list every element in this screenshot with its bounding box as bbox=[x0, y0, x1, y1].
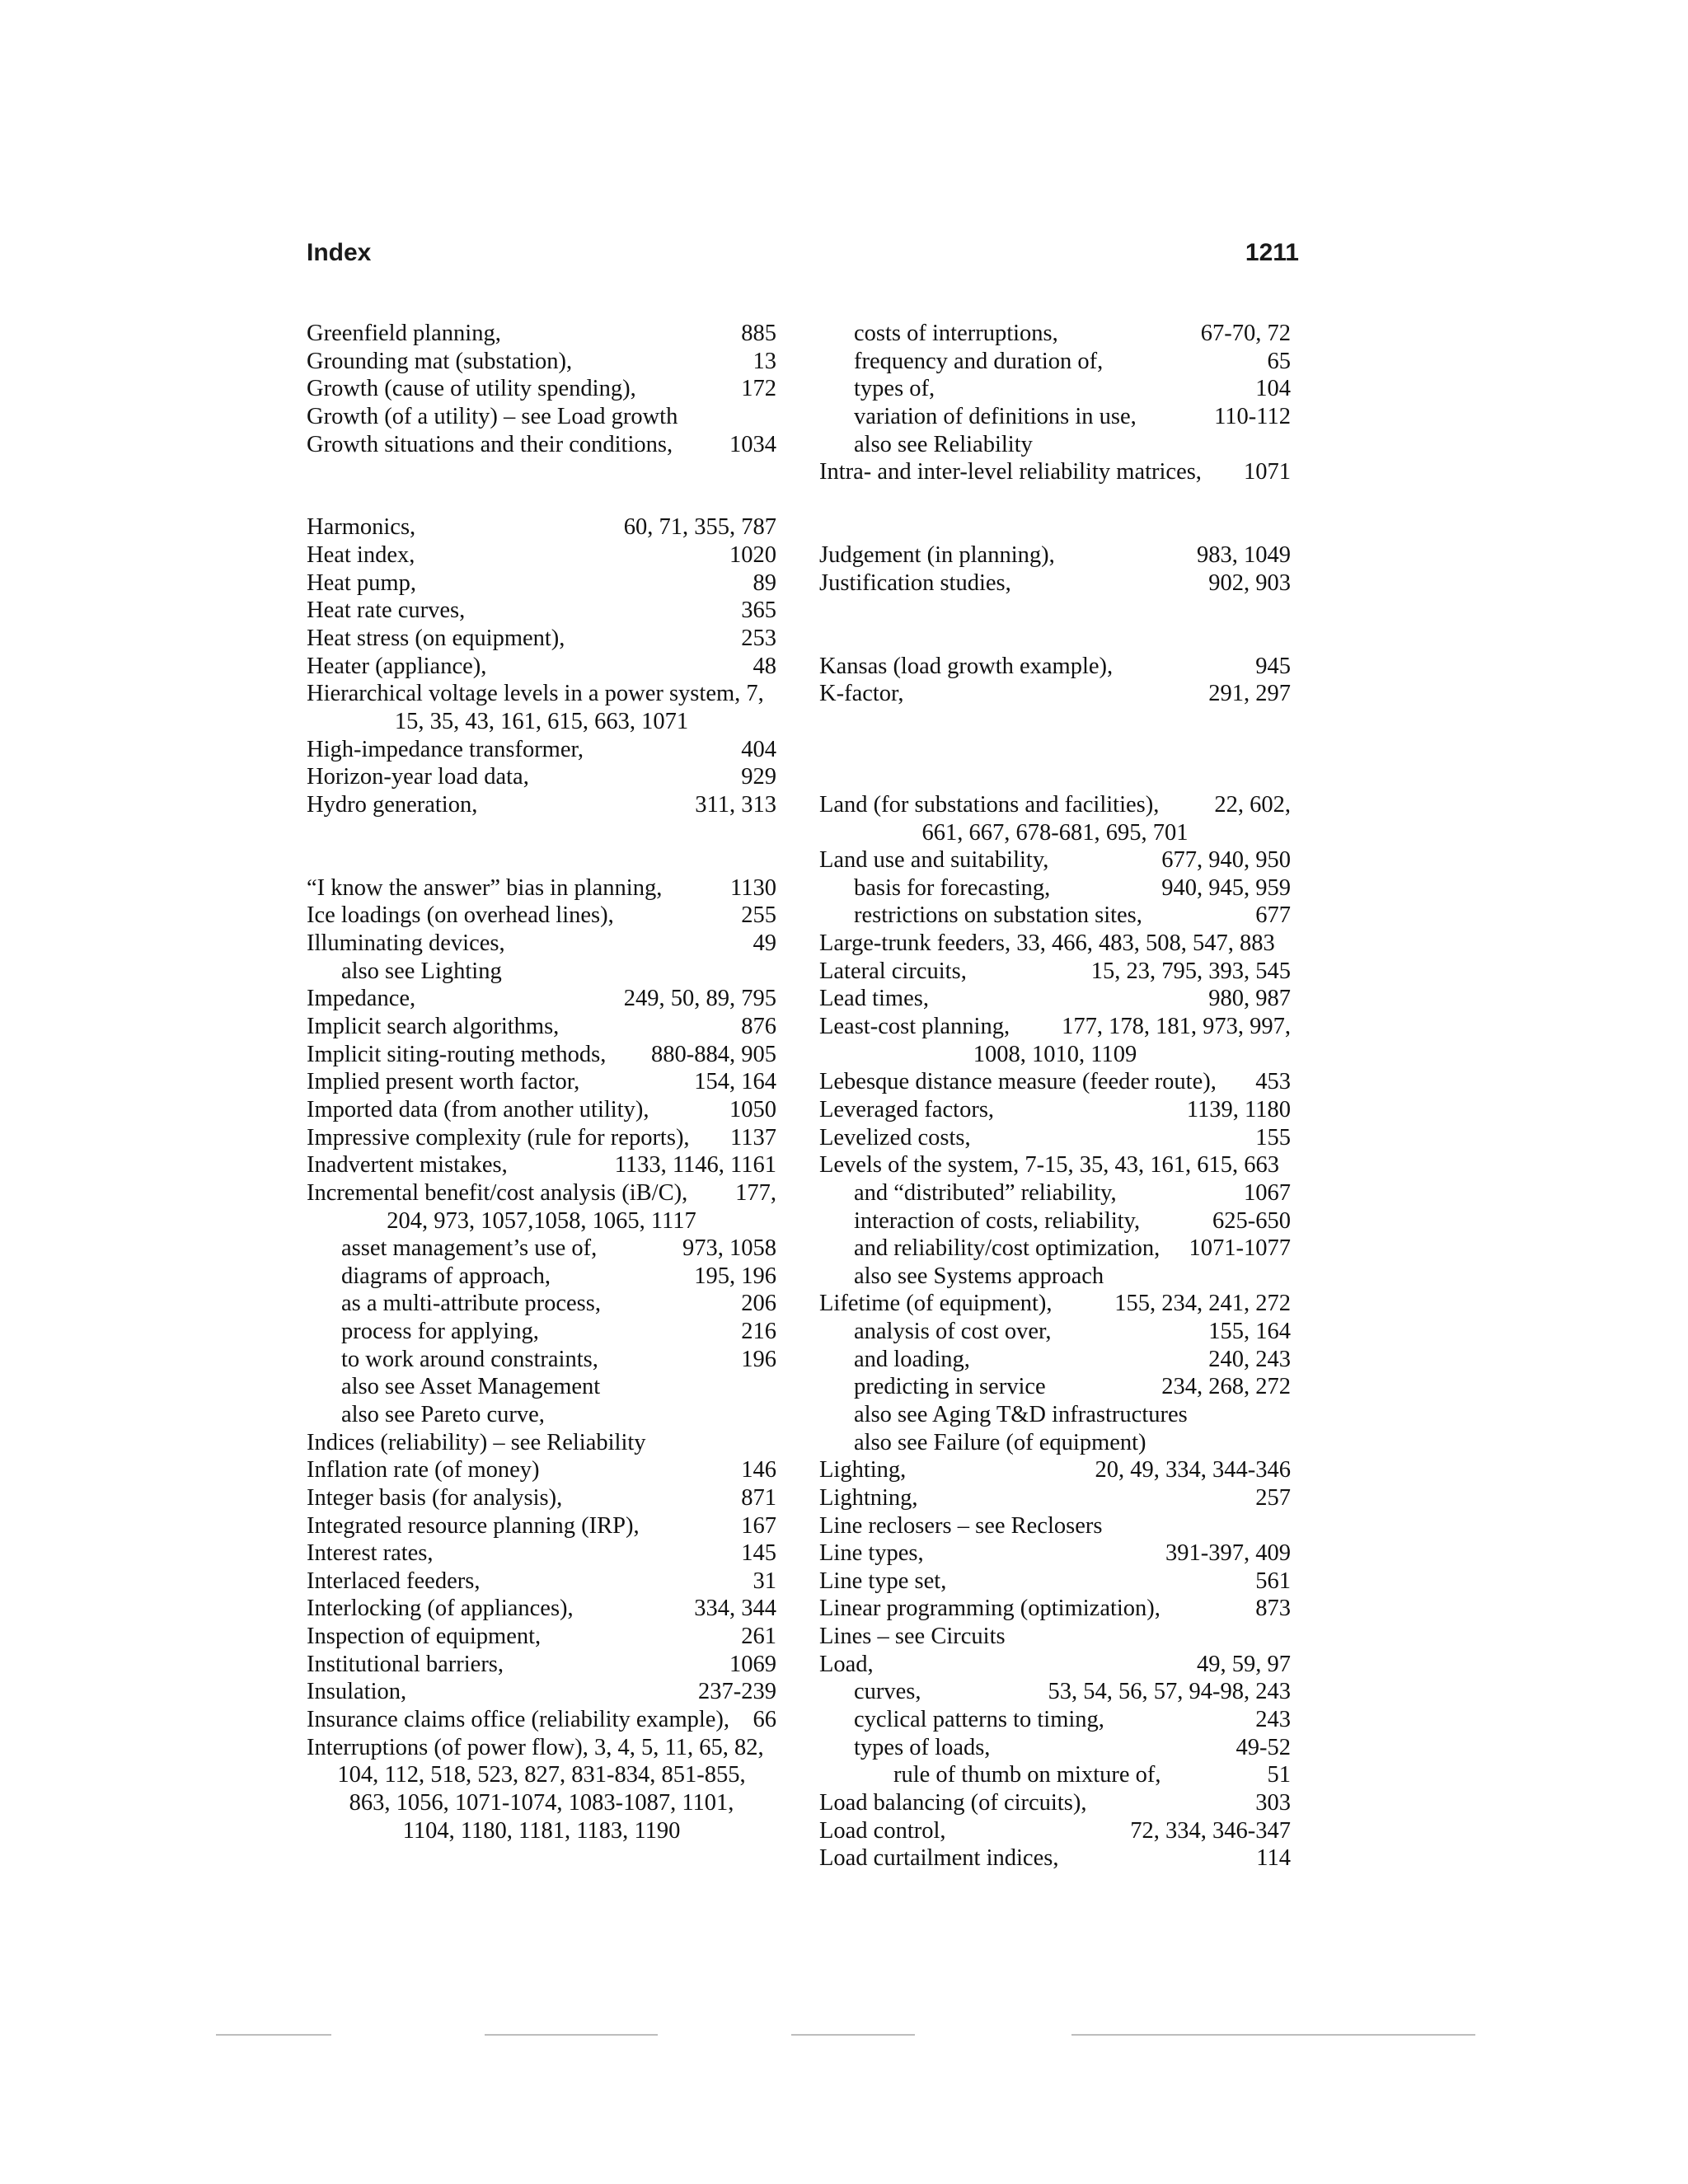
index-page-refs: 53, 54, 56, 57, 94-98, 243 bbox=[1048, 1679, 1291, 1705]
index-entry bbox=[307, 1041, 776, 1069]
index-entry bbox=[819, 1540, 1291, 1568]
index-entry bbox=[307, 513, 776, 541]
index-page-refs: 404 bbox=[741, 736, 776, 762]
index-entry bbox=[307, 320, 776, 348]
index-entry bbox=[307, 1429, 776, 1457]
index-subentry bbox=[819, 403, 1291, 431]
index-page-refs: 880-884, 905 bbox=[651, 1041, 776, 1067]
index-entry bbox=[307, 1568, 776, 1596]
index-entry bbox=[819, 569, 1291, 598]
index-entry bbox=[819, 1789, 1291, 1817]
index-continuation-line bbox=[307, 1789, 776, 1817]
index-page-refs: 243 bbox=[1255, 1707, 1291, 1733]
index-page-refs: 65 bbox=[1267, 348, 1291, 374]
index-page-refs: 253 bbox=[741, 626, 776, 652]
index-term: Illuminating devices, bbox=[307, 930, 505, 957]
index-page-refs: 677 bbox=[1255, 902, 1291, 929]
index-entry bbox=[307, 597, 776, 625]
index-page-refs: 22, 602, bbox=[1214, 791, 1291, 818]
index-term: Leveraged factors, bbox=[819, 1096, 995, 1122]
index-term: as a multi-attribute process, bbox=[341, 1291, 601, 1317]
index-entry bbox=[307, 1068, 776, 1096]
index-term: Justification studies, bbox=[819, 569, 1011, 596]
scan-artifact-line bbox=[485, 2034, 658, 2036]
index-page-refs: 365 bbox=[741, 598, 776, 624]
index-entry bbox=[307, 375, 776, 403]
index-subentry bbox=[819, 375, 1291, 403]
index-page-refs: 1133, 1146, 1161 bbox=[614, 1152, 776, 1179]
index-entry bbox=[307, 1678, 776, 1706]
index-page-refs: 155 bbox=[1255, 1124, 1291, 1151]
index-entry bbox=[819, 1124, 1291, 1152]
index-term: Inadvertent mistakes, bbox=[307, 1152, 508, 1179]
index-subentry bbox=[819, 320, 1291, 348]
index-subentry bbox=[819, 1706, 1291, 1734]
index-entry bbox=[307, 1651, 776, 1679]
section-gap bbox=[819, 486, 1291, 514]
index-entry bbox=[307, 569, 776, 598]
index-page-refs: 195, 196 bbox=[694, 1263, 776, 1289]
scan-artifact-line bbox=[1071, 2034, 1475, 2036]
index-entry bbox=[819, 1151, 1291, 1179]
index-term: Implicit search algorithms, bbox=[307, 1014, 560, 1040]
index-term: Imported data (from another utility), bbox=[307, 1096, 649, 1122]
index-entry bbox=[819, 1512, 1291, 1540]
index-page-refs: 67-70, 72 bbox=[1200, 321, 1291, 346]
index-page-refs: 154, 164 bbox=[694, 1069, 776, 1095]
index-entry bbox=[307, 1456, 776, 1484]
index-column-left bbox=[307, 320, 776, 1844]
index-page-refs: 206 bbox=[741, 1291, 776, 1317]
index-entry bbox=[307, 1734, 776, 1762]
index-term: and reliability/cost optimization, bbox=[854, 1235, 1160, 1262]
index-term: costs of interruptions, bbox=[854, 321, 1058, 346]
index-entry bbox=[307, 1013, 776, 1041]
index-entry bbox=[819, 1484, 1291, 1512]
index-page-refs: 51 bbox=[1267, 1762, 1291, 1788]
index-subentry bbox=[819, 1263, 1291, 1291]
index-page-refs: 49 bbox=[753, 930, 776, 957]
index-page-refs: 257 bbox=[1255, 1484, 1291, 1511]
section-gap bbox=[819, 625, 1291, 653]
index-entry bbox=[819, 458, 1291, 486]
index-page-refs: 145 bbox=[741, 1540, 776, 1567]
index-term: Line type set, bbox=[819, 1568, 947, 1594]
index-page-refs: 453 bbox=[1255, 1069, 1291, 1095]
index-page-refs: 1034 bbox=[729, 431, 776, 457]
index-term: Institutional barriers, bbox=[307, 1651, 504, 1677]
section-gap bbox=[307, 819, 776, 847]
index-term: Line reclosers – see Reclosers bbox=[819, 1512, 1103, 1539]
index-page-refs: 334, 344 bbox=[694, 1596, 776, 1622]
index-page-refs: 391-397, 409 bbox=[1165, 1540, 1291, 1567]
index-term: Land (for substations and facilities), bbox=[819, 791, 1160, 818]
index-term: Lighting, bbox=[819, 1457, 907, 1483]
section-gap bbox=[307, 846, 776, 874]
index-entry bbox=[819, 1013, 1291, 1041]
index-page-refs: 1050 bbox=[729, 1096, 776, 1122]
index-term: K-factor, bbox=[819, 681, 904, 707]
index-page-refs: 31 bbox=[753, 1568, 776, 1594]
index-entry bbox=[307, 1096, 776, 1124]
index-subentry bbox=[819, 1373, 1291, 1401]
index-term: Load balancing (of circuits), bbox=[819, 1789, 1087, 1816]
index-term: Implied present worth factor, bbox=[307, 1069, 580, 1095]
index-entry bbox=[307, 1124, 776, 1152]
index-entry bbox=[307, 1179, 776, 1207]
index-entry bbox=[307, 874, 776, 902]
index-term: Intra- and inter-level reliability matrices, bbox=[819, 459, 1202, 485]
index-page-refs: 1069 bbox=[729, 1651, 776, 1677]
index-entry bbox=[307, 985, 776, 1013]
index-page-refs: 155, 164 bbox=[1208, 1319, 1291, 1345]
index-entry bbox=[307, 1512, 776, 1540]
index-page-refs: 1139, 1180 bbox=[1186, 1096, 1291, 1122]
index-page-refs: 104 bbox=[1255, 376, 1291, 402]
index-entry bbox=[819, 1068, 1291, 1096]
index-term: Least-cost planning, bbox=[819, 1014, 1010, 1040]
index-entry bbox=[819, 1096, 1291, 1124]
index-term: Interlocking (of appliances), bbox=[307, 1596, 574, 1622]
scan-artifact-line bbox=[791, 2034, 915, 2036]
index-term: Levels of the system, 7-15, 35, 43, 161, 615, 663 bbox=[819, 1152, 1280, 1179]
index-page-refs: 255 bbox=[741, 902, 776, 929]
index-term: process for applying, bbox=[341, 1319, 539, 1345]
index-page-refs: 677, 940, 950 bbox=[1161, 847, 1291, 874]
section-gap bbox=[819, 736, 1291, 764]
index-subentry bbox=[819, 348, 1291, 376]
index-term: Insulation, bbox=[307, 1679, 407, 1705]
index-entry bbox=[307, 653, 776, 681]
index-subentry bbox=[819, 1207, 1291, 1235]
index-term: also see Failure (of equipment) bbox=[854, 1429, 1146, 1455]
index-term: Impressive complexity (rule for reports), bbox=[307, 1124, 690, 1151]
index-subentry bbox=[307, 1401, 776, 1429]
index-term: Integer basis (for analysis), bbox=[307, 1484, 563, 1511]
index-page-refs: 945 bbox=[1255, 653, 1291, 679]
index-entry bbox=[307, 1595, 776, 1623]
index-entry bbox=[819, 680, 1291, 708]
index-continuation-line bbox=[819, 1041, 1291, 1069]
index-subentry bbox=[819, 1761, 1291, 1789]
index-page-refs: 980, 987 bbox=[1208, 986, 1291, 1012]
index-entry bbox=[307, 736, 776, 764]
index-continuation-line bbox=[819, 819, 1291, 847]
index-page-refs: 1137 bbox=[730, 1124, 776, 1151]
index-entry bbox=[819, 1290, 1291, 1318]
section-gap bbox=[819, 763, 1291, 791]
index-subentry bbox=[819, 1734, 1291, 1762]
index-term: also see Reliability bbox=[854, 431, 1033, 457]
index-entry bbox=[307, 1623, 776, 1651]
index-term: Lebesque distance measure (feeder route), bbox=[819, 1069, 1217, 1095]
index-page-refs: 49-52 bbox=[1236, 1734, 1291, 1760]
index-term: Interlaced feeders, bbox=[307, 1568, 481, 1594]
index-page-refs: 1130 bbox=[730, 874, 776, 901]
index-term: Heat pump, bbox=[307, 569, 416, 596]
index-term: 1008, 1010, 1109 bbox=[973, 1041, 1137, 1067]
index-page-refs: 249, 50, 89, 795 bbox=[623, 986, 776, 1012]
index-page-refs: 303 bbox=[1255, 1789, 1291, 1816]
index-subentry bbox=[819, 902, 1291, 930]
index-term: rule of thumb on mixture of, bbox=[893, 1762, 1161, 1788]
index-page-refs: 13 bbox=[753, 348, 776, 374]
index-term: cyclical patterns to timing, bbox=[854, 1707, 1104, 1733]
index-page-refs: 114 bbox=[1256, 1845, 1291, 1872]
index-term: Integrated resource planning (IRP), bbox=[307, 1512, 640, 1539]
index-term: Heat stress (on equipment), bbox=[307, 626, 565, 652]
index-page-refs: 873 bbox=[1255, 1596, 1291, 1622]
index-entry bbox=[819, 1844, 1291, 1872]
index-term: types of, bbox=[854, 376, 935, 402]
index-term: 15, 35, 43, 161, 615, 663, 1071 bbox=[394, 708, 689, 734]
index-entry bbox=[819, 653, 1291, 681]
index-page-refs: 1071 bbox=[1244, 459, 1291, 485]
index-entry bbox=[307, 1151, 776, 1179]
index-page-refs: 167 bbox=[741, 1512, 776, 1539]
index-subentry bbox=[307, 1318, 776, 1346]
index-page-refs: 172 bbox=[741, 376, 776, 402]
index-entry bbox=[307, 403, 776, 431]
section-gap bbox=[819, 513, 1291, 541]
index-page-refs: 885 bbox=[741, 321, 776, 346]
index-term: asset management’s use of, bbox=[341, 1235, 598, 1262]
index-entry bbox=[819, 791, 1291, 819]
index-term: analysis of cost over, bbox=[854, 1319, 1052, 1345]
page-number: 1211 bbox=[1245, 239, 1299, 266]
index-term: Lateral circuits, bbox=[819, 958, 967, 984]
index-entry bbox=[819, 1456, 1291, 1484]
index-continuation-line bbox=[307, 1761, 776, 1789]
index-term: types of loads, bbox=[854, 1734, 991, 1760]
index-term: Load, bbox=[819, 1651, 874, 1677]
index-term: also see Aging T&D infrastructures bbox=[854, 1401, 1188, 1427]
index-entry bbox=[819, 958, 1291, 986]
index-term: also see Systems approach bbox=[854, 1263, 1104, 1289]
index-term: “I know the answer” bias in planning, bbox=[307, 874, 663, 901]
index-entry bbox=[307, 348, 776, 376]
index-page-refs: 561 bbox=[1255, 1568, 1291, 1594]
index-term: Judgement (in planning), bbox=[819, 542, 1055, 569]
index-entry bbox=[819, 846, 1291, 874]
index-page-refs: 234, 268, 272 bbox=[1161, 1374, 1291, 1400]
index-term: 1104, 1180, 1181, 1183, 1190 bbox=[402, 1817, 681, 1844]
index-subentry bbox=[307, 958, 776, 986]
index-entry bbox=[307, 902, 776, 930]
index-term: Growth situations and their conditions, bbox=[307, 431, 673, 457]
index-term: 863, 1056, 1071-1074, 1083-1087, 1101, bbox=[349, 1789, 734, 1816]
index-page-refs: 940, 945, 959 bbox=[1161, 874, 1291, 901]
index-page-refs: 1020 bbox=[729, 542, 776, 569]
index-term: Hierarchical voltage levels in a power system, 7, bbox=[307, 681, 764, 707]
index-term: Greenfield planning, bbox=[307, 321, 501, 346]
index-term: basis for forecasting, bbox=[854, 874, 1051, 901]
section-gap bbox=[819, 597, 1291, 625]
index-subentry bbox=[819, 431, 1291, 459]
index-term: and “distributed” reliability, bbox=[854, 1179, 1117, 1206]
section-gap bbox=[307, 486, 776, 514]
index-page-refs: 66 bbox=[753, 1707, 776, 1733]
index-subentry bbox=[819, 1318, 1291, 1346]
index-entry bbox=[819, 1623, 1291, 1651]
index-page-refs: 973, 1058 bbox=[682, 1235, 776, 1262]
index-page-refs: 89 bbox=[753, 569, 776, 596]
index-subentry bbox=[307, 1373, 776, 1401]
index-term: Load control, bbox=[819, 1817, 946, 1844]
index-page-refs: 237-239 bbox=[698, 1679, 776, 1705]
index-term: Large-trunk feeders, 33, 466, 483, 508, 547, 883 bbox=[819, 930, 1275, 957]
index-column-right bbox=[819, 320, 1291, 1872]
index-term: Lines – see Circuits bbox=[819, 1624, 1006, 1650]
index-term: also see Asset Management bbox=[341, 1374, 601, 1400]
index-subentry bbox=[819, 1346, 1291, 1374]
index-term: variation of definitions in use, bbox=[854, 403, 1137, 429]
index-continuation-line bbox=[307, 1817, 776, 1845]
index-page-refs: 48 bbox=[753, 653, 776, 679]
index-entry bbox=[307, 1484, 776, 1512]
index-entry bbox=[307, 1706, 776, 1734]
index-term: Heat index, bbox=[307, 542, 415, 569]
index-term: Growth (of a utility) – see Load growth bbox=[307, 403, 678, 429]
index-term: Hydro generation, bbox=[307, 791, 478, 818]
index-page-refs: 20, 49, 334, 344-346 bbox=[1095, 1457, 1291, 1483]
index-subentry bbox=[307, 1235, 776, 1263]
index-subentry bbox=[307, 1263, 776, 1291]
index-term: curves, bbox=[854, 1679, 921, 1705]
index-term: Load curtailment indices, bbox=[819, 1845, 1059, 1872]
index-term: Kansas (load growth example), bbox=[819, 653, 1114, 679]
index-page-refs: 15, 23, 795, 393, 545 bbox=[1090, 958, 1291, 984]
index-continuation-line bbox=[307, 708, 776, 736]
running-header-title: Index bbox=[307, 239, 372, 266]
index-page-refs: 240, 243 bbox=[1208, 1346, 1291, 1372]
index-subentry bbox=[819, 1678, 1291, 1706]
index-term: Inflation rate (of money) bbox=[307, 1457, 540, 1483]
index-page-refs: 49, 59, 97 bbox=[1197, 1651, 1291, 1677]
index-term: Incremental benefit/cost analysis (iB/C), bbox=[307, 1179, 688, 1206]
index-entry bbox=[307, 791, 776, 819]
index-entry bbox=[819, 985, 1291, 1013]
index-term: also see Pareto curve, bbox=[341, 1401, 545, 1427]
index-continuation-line bbox=[307, 1207, 776, 1235]
index-term: interaction of costs, reliability, bbox=[854, 1207, 1141, 1234]
index-page-refs: 876 bbox=[741, 1014, 776, 1040]
index-page-refs: 72, 334, 346-347 bbox=[1130, 1817, 1291, 1844]
index-entry bbox=[819, 541, 1291, 569]
index-term: predicting in service bbox=[854, 1374, 1046, 1400]
section-gap bbox=[819, 708, 1291, 736]
index-term: Interest rates, bbox=[307, 1540, 434, 1567]
index-term: 104, 112, 518, 523, 827, 831-834, 851-855, bbox=[337, 1762, 746, 1788]
index-entry bbox=[819, 1651, 1291, 1679]
index-term: and loading, bbox=[854, 1346, 970, 1372]
index-term: also see Lighting bbox=[341, 958, 502, 984]
index-term: frequency and duration of, bbox=[854, 348, 1104, 374]
index-page-refs: 261 bbox=[741, 1624, 776, 1650]
index-subentry bbox=[819, 1235, 1291, 1263]
index-term: Heater (appliance), bbox=[307, 653, 487, 679]
index-entry bbox=[819, 1817, 1291, 1845]
index-term: Lifetime (of equipment), bbox=[819, 1291, 1053, 1317]
index-term: Horizon-year load data, bbox=[307, 764, 529, 790]
index-subentry bbox=[307, 1346, 776, 1374]
index-term: High-impedance transformer, bbox=[307, 736, 584, 762]
index-entry bbox=[307, 541, 776, 569]
index-page-refs: 1071-1077 bbox=[1189, 1235, 1291, 1262]
index-page-refs: 983, 1049 bbox=[1197, 542, 1291, 569]
index-entry bbox=[307, 625, 776, 653]
index-subentry bbox=[819, 874, 1291, 902]
index-page-refs: 311, 313 bbox=[695, 791, 776, 818]
index-page-refs: 177, bbox=[735, 1179, 776, 1206]
scan-artifact-line bbox=[216, 2034, 331, 2036]
index-entry bbox=[819, 1595, 1291, 1623]
index-term: Lead times, bbox=[819, 986, 929, 1012]
index-page-refs: 902, 903 bbox=[1208, 569, 1291, 596]
index-entry bbox=[307, 930, 776, 958]
index-term: Indices (reliability) – see Reliability bbox=[307, 1429, 646, 1455]
index-term: restrictions on substation sites, bbox=[854, 902, 1142, 929]
index-subentry bbox=[819, 1429, 1291, 1457]
index-term: Land use and suitability, bbox=[819, 847, 1049, 874]
index-page-refs: 155, 234, 241, 272 bbox=[1114, 1291, 1291, 1317]
index-page-refs: 177, 178, 181, 973, 997, bbox=[1062, 1014, 1291, 1040]
index-term: Impedance, bbox=[307, 986, 416, 1012]
index-page-refs: 929 bbox=[741, 764, 776, 790]
index-term: Implicit siting-routing methods, bbox=[307, 1041, 607, 1067]
index-term: Heat rate curves, bbox=[307, 598, 466, 624]
index-entry bbox=[819, 930, 1291, 958]
index-subentry bbox=[819, 1401, 1291, 1429]
index-term: Harmonics, bbox=[307, 514, 416, 541]
index-term: Insurance claims office (reliability example), bbox=[307, 1707, 730, 1733]
index-term: Linear programming (optimization), bbox=[819, 1596, 1160, 1622]
index-term: Lightning, bbox=[819, 1484, 918, 1511]
index-term: diagrams of approach, bbox=[341, 1263, 551, 1289]
index-page-refs: 216 bbox=[741, 1319, 776, 1345]
index-term: Levelized costs, bbox=[819, 1124, 971, 1151]
index-page-refs: 1067 bbox=[1244, 1179, 1291, 1206]
index-term: 204, 973, 1057,1058, 1065, 1117 bbox=[387, 1207, 696, 1234]
index-subentry bbox=[819, 1179, 1291, 1207]
index-page-refs: 625-650 bbox=[1212, 1207, 1291, 1234]
index-page-refs: 871 bbox=[741, 1484, 776, 1511]
index-term: Grounding mat (substation), bbox=[307, 348, 573, 374]
index-term: Growth (cause of utility spending), bbox=[307, 376, 636, 402]
index-subentry bbox=[307, 1290, 776, 1318]
index-entry bbox=[307, 1540, 776, 1568]
index-entry bbox=[819, 1568, 1291, 1596]
section-gap bbox=[307, 458, 776, 486]
index-term: Ice loadings (on overhead lines), bbox=[307, 902, 614, 929]
index-term: Line types, bbox=[819, 1540, 924, 1567]
index-entry bbox=[307, 431, 776, 459]
index-term: to work around constraints, bbox=[341, 1346, 598, 1372]
index-entry bbox=[307, 763, 776, 791]
index-term: 661, 667, 678-681, 695, 701 bbox=[921, 819, 1189, 846]
index-entry bbox=[307, 680, 776, 708]
index-page-refs: 291, 297 bbox=[1208, 681, 1291, 707]
index-term: Inspection of equipment, bbox=[307, 1624, 542, 1650]
index-page-refs: 110-112 bbox=[1214, 403, 1291, 429]
index-page-refs: 196 bbox=[741, 1346, 776, 1372]
index-page-refs: 60, 71, 355, 787 bbox=[623, 514, 776, 541]
index-term: Interruptions (of power flow), 3, 4, 5, 11, 65, 82, bbox=[307, 1734, 764, 1760]
index-page-refs: 146 bbox=[741, 1457, 776, 1483]
